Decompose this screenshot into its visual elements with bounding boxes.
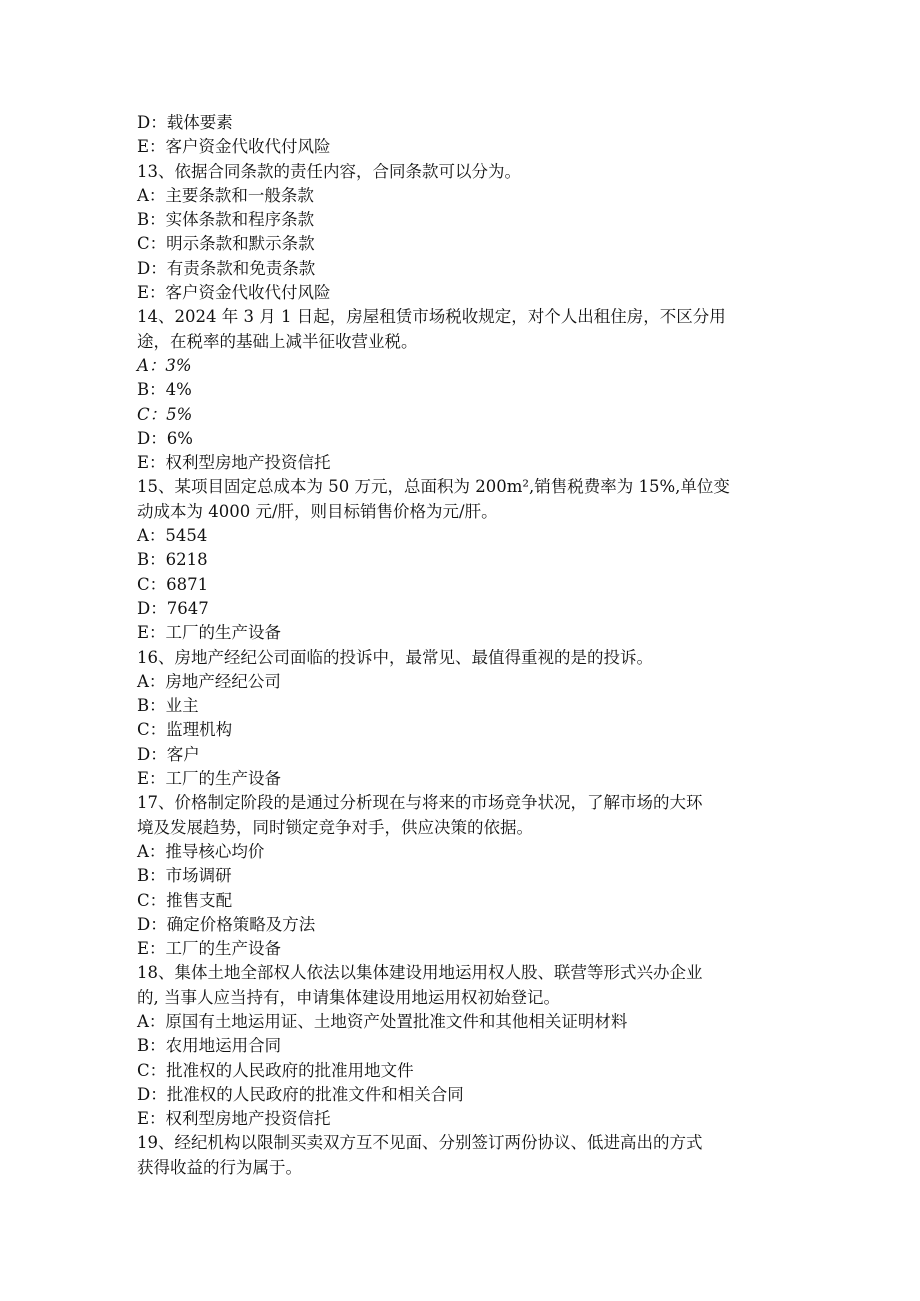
text-line: B：市场调研 bbox=[137, 866, 232, 886]
text-line: C：推售支配 bbox=[137, 890, 233, 910]
text-line: 途，在税率的基础上减半征收营业税。 bbox=[137, 331, 418, 351]
text-line: B：业主 bbox=[137, 696, 199, 716]
text-line: B：6218 bbox=[137, 550, 208, 570]
text-line: D：确定价格策略及方法 bbox=[137, 914, 316, 934]
text-line: 的, 当事人应当持有，申请集体建设用地运用权初始登记。 bbox=[137, 987, 560, 1007]
text-line: C：批准权的人民政府的批准用地文件 bbox=[137, 1060, 414, 1080]
text-line: C：5% bbox=[137, 404, 193, 424]
text-line: E：客户资金代收代付风险 bbox=[137, 137, 331, 157]
text-line: A：推导核心均价 bbox=[137, 841, 265, 861]
text-line: B：实体条款和程序条款 bbox=[137, 210, 315, 230]
text-line: 15、某项目固定总成本为 50 万元，总面积为 200m²,销售税费率为 15%,单位变 bbox=[137, 477, 730, 497]
text-line: B：4% bbox=[137, 380, 192, 400]
text-line: 获得收益的行为属于。 bbox=[137, 1157, 302, 1177]
text-line: D：有责条款和免责条款 bbox=[137, 258, 316, 278]
text-line: E：工厂的生产设备 bbox=[137, 939, 282, 959]
document-body bbox=[137, 111, 787, 1180]
text-line: D：6% bbox=[137, 428, 193, 448]
text-line: 16、房地产经纪公司面临的投诉中，最常见、最值得重视的是的投诉。 bbox=[137, 647, 653, 667]
text-line: C：监理机构 bbox=[137, 720, 233, 740]
text-line: A：3% bbox=[137, 355, 192, 375]
text-line: C：明示条款和默示条款 bbox=[137, 234, 315, 254]
text-line: E：工厂的生产设备 bbox=[137, 623, 282, 643]
text-line: A：主要条款和一般条款 bbox=[137, 185, 314, 205]
text-line: E：客户资金代收代付风险 bbox=[137, 283, 331, 303]
text-line: 17、价格制定阶段的是通过分析现在与将来的市场竞争状况，了解市场的大环 bbox=[137, 793, 703, 813]
text-line: 18、集体土地全部权人依法以集体建设用地运用权人股、联营等形式兴办企业 bbox=[137, 963, 703, 983]
text-line: E：权利型房地产投资信托 bbox=[137, 1109, 331, 1129]
text-line: A：原国有土地运用证、土地资产处置批准文件和其他相关证明材料 bbox=[137, 1011, 628, 1031]
text-line: D：7647 bbox=[137, 598, 209, 618]
text-line: D：载体要素 bbox=[137, 113, 233, 132]
text-line: D：客户 bbox=[137, 744, 200, 764]
text-line: D：批准权的人民政府的批准文件和相关合同 bbox=[137, 1084, 464, 1104]
text-line: 境及发展趋势，同时锁定竞争对手，供应决策的依据。 bbox=[137, 817, 533, 837]
text-line: E：工厂的生产设备 bbox=[137, 769, 282, 789]
text-line: 14、2024 年 3 月 1 日起，房屋租赁市场税收规定，对个人出租住房，不区分用 bbox=[137, 307, 726, 327]
text-line: 动成本为 4000 元/肝，则目标销售价格为元/肝。 bbox=[137, 501, 498, 521]
text-line: 19、经纪机构以限制买卖双方互不见面、分别签订两份协议、低进高出的方式 bbox=[137, 1133, 703, 1153]
text-line: 13、依据合同条款的责任内容，合同条款可以分为。 bbox=[137, 161, 521, 181]
text-line: B：农用地运用合同 bbox=[137, 1036, 282, 1056]
text-line: A：房地产经纪公司 bbox=[137, 671, 281, 691]
text-line: C：6871 bbox=[137, 574, 209, 594]
text-line: A：5454 bbox=[137, 526, 208, 546]
text-line: E：权利型房地产投资信托 bbox=[137, 453, 331, 473]
